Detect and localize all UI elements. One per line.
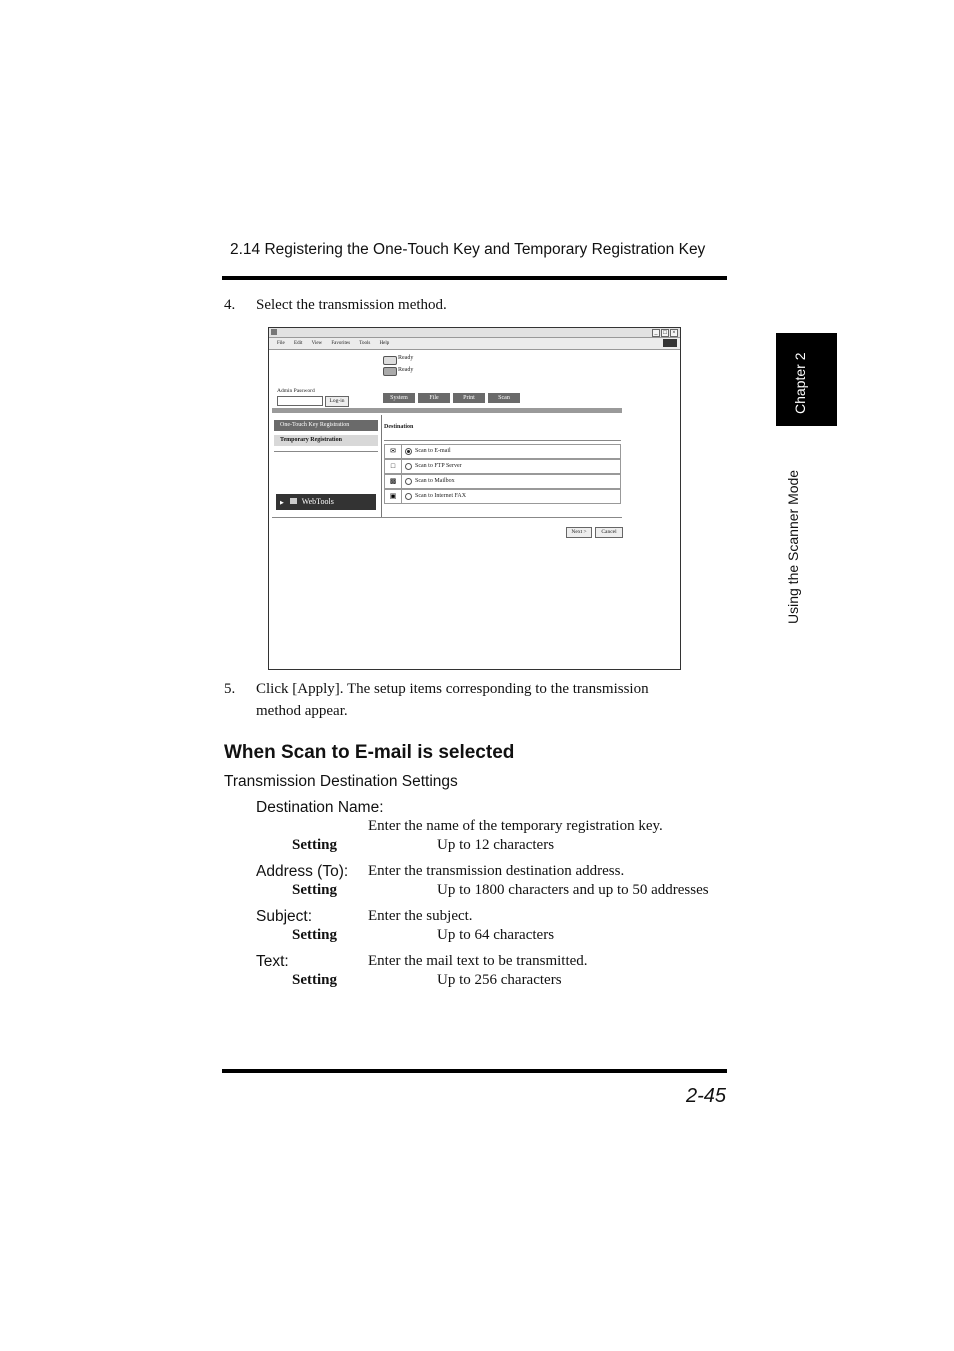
browser-logo-icon: [663, 339, 677, 347]
field-desc: Enter the transmission destination address.: [368, 863, 625, 879]
radio-scan-fax[interactable]: [405, 493, 412, 500]
section-title: When Scan to E-mail is selected: [224, 742, 515, 763]
cancel-button[interactable]: Cancel: [595, 527, 623, 538]
subsection-title: Transmission Destination Settings: [224, 773, 458, 790]
tab-system[interactable]: System: [383, 393, 415, 403]
window-titlebar: [269, 328, 680, 338]
nav-divider-bar: [272, 408, 622, 413]
setting-value: Up to 64 characters: [437, 927, 555, 943]
close-icon[interactable]: ×: [670, 329, 678, 337]
menu-view[interactable]: View: [311, 341, 323, 346]
radio-scan-ftp[interactable]: [405, 463, 412, 470]
admin-password-label: Admin Password: [277, 388, 315, 394]
status-printer: Ready: [398, 355, 414, 361]
webtools-link[interactable]: [276, 494, 376, 510]
page-number: 2-45: [686, 1085, 727, 1107]
setting-label: Setting: [292, 882, 337, 898]
destination-label: Scan to E-mail: [415, 448, 451, 454]
menu-edit[interactable]: Edit: [294, 341, 303, 346]
destination-label: Scan to Internet FAX: [415, 493, 467, 499]
sidebar-item-temporary[interactable]: [274, 435, 378, 446]
section-header: 2.14 Registering the One-Touch Key and Temporary Registration Key: [230, 241, 706, 258]
radio-scan-mailbox[interactable]: [405, 478, 412, 485]
menu-bar: [269, 338, 680, 350]
field-label-destination-name: Destination Name:: [256, 799, 384, 816]
admin-password-input[interactable]: [277, 396, 323, 406]
destination-heading: Destination: [384, 424, 414, 430]
field-desc: Enter the name of the temporary registration key.: [368, 818, 663, 834]
destination-row-fax[interactable]: [384, 489, 621, 504]
setting-label: Setting: [292, 927, 337, 943]
maximize-icon[interactable]: □: [661, 329, 669, 337]
setting-label: Setting: [292, 972, 337, 988]
content-divider: [381, 415, 382, 517]
radio-scan-email[interactable]: [405, 448, 412, 455]
setting-value: Up to 1800 characters and up to 50 addresses: [437, 882, 709, 898]
menu-help[interactable]: Help: [379, 341, 390, 346]
destination-rule: [384, 440, 621, 441]
minimize-icon[interactable]: _: [652, 329, 660, 337]
setting-value: Up to 12 characters: [437, 837, 555, 853]
footer-rule: [222, 1069, 727, 1073]
tab-file[interactable]: File: [418, 393, 450, 403]
sidebar-divider: [274, 451, 378, 452]
setting-label: Setting: [292, 837, 337, 853]
step-number: 5.: [224, 681, 236, 697]
login-button[interactable]: Log-in: [325, 396, 349, 407]
destination-row-mailbox[interactable]: [384, 474, 621, 489]
next-button[interactable]: Next >: [566, 527, 592, 538]
app-icon: [271, 329, 277, 335]
setting-value: Up to 256 characters: [437, 972, 562, 988]
fax-icon: ▣: [385, 490, 402, 503]
tab-print[interactable]: Print: [453, 393, 485, 403]
sidebar-item-label: Temporary Registration: [280, 437, 342, 443]
field-desc: Enter the subject.: [368, 908, 473, 924]
document-icon: □: [385, 460, 402, 473]
step-number: 4.: [224, 297, 236, 313]
webtools-label: WebTools: [301, 497, 334, 506]
field-label-subject: Subject:: [256, 908, 313, 925]
webtools-icon: [290, 498, 297, 504]
menu-file[interactable]: File: [277, 341, 285, 346]
field-desc: Enter the mail text to be transmitted.: [368, 953, 588, 969]
webtools-screenshot: [268, 327, 681, 670]
envelope-icon: ✉: [385, 445, 402, 458]
printer-icon: [383, 356, 397, 365]
field-label-text: Text:: [256, 953, 289, 970]
step-text: Click [Apply]. The setup items corresponding to the transmission: [256, 681, 649, 697]
sidebar-item-one-touch[interactable]: [274, 420, 378, 431]
menu-tools[interactable]: Tools: [359, 341, 371, 346]
status-scanner: Ready: [398, 367, 414, 373]
sidebar-item-label: One-Touch Key Registration: [280, 422, 350, 428]
destination-row-email[interactable]: [384, 444, 621, 459]
step-text: Select the transmission method.: [256, 297, 447, 313]
arrow-right-icon: ▶: [280, 501, 284, 506]
scanner-icon: [383, 367, 397, 376]
chapter-tab-label: Chapter 2: [792, 352, 808, 414]
chapter-tab: [776, 333, 837, 426]
destination-row-ftp[interactable]: [384, 459, 621, 474]
field-label-address: Address (To):: [256, 863, 349, 880]
header-rule: [222, 276, 727, 280]
content-bottom-rule: [272, 517, 622, 518]
mailbox-icon: ▩: [385, 475, 402, 488]
tab-scan[interactable]: Scan: [488, 393, 520, 403]
side-section-label: Using the Scanner Mode: [785, 469, 801, 624]
step-text-continued: method appear.: [256, 703, 348, 719]
destination-label: Scan to FTP Server: [415, 463, 462, 469]
destination-label: Scan to Mailbox: [415, 478, 455, 484]
menu-favorites[interactable]: Favorites: [331, 341, 351, 346]
